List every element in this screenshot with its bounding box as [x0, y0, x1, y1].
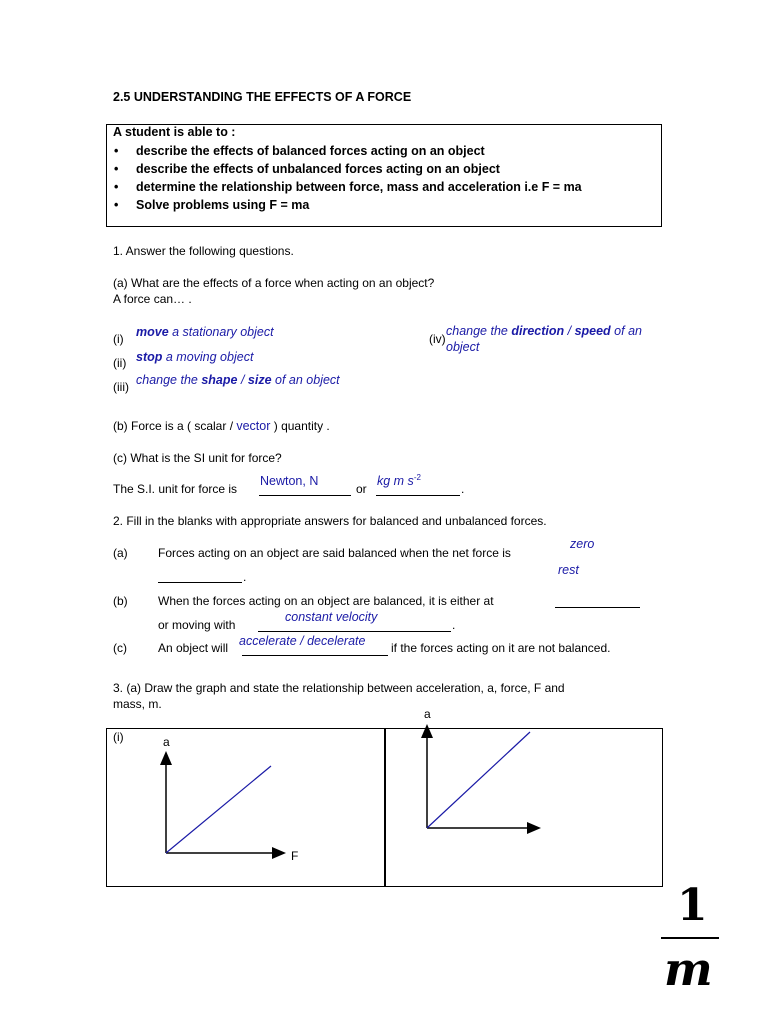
effect-iii-keyword-shape: shape — [201, 373, 238, 387]
graph-1-line — [166, 766, 271, 853]
q1b-answer: vector — [236, 419, 271, 433]
graph-2-line — [427, 732, 530, 828]
q2b-blank-2 — [258, 631, 451, 632]
q3-intro-line1: 3. (a) Draw the graph and state the relationship between acceleration, a, force, F and — [113, 681, 565, 695]
effect-i-answer — [136, 325, 274, 339]
objective-item: • Solve problems using F = ma — [107, 196, 582, 214]
effect-iv-answer — [446, 324, 642, 338]
q1c-answer-2-sup: -2 — [413, 473, 421, 482]
effect-i-keyword: move — [136, 325, 169, 339]
effect-iv-keyword-direction: direction — [511, 324, 565, 338]
effect-ii-number: (ii) — [113, 356, 127, 370]
effect-ii-answer — [136, 350, 253, 364]
q1c-blank-2 — [376, 495, 460, 496]
q2c-text-2: if the forces acting on it are not balanced. — [391, 641, 611, 655]
q1c-answer-2-base: kg m s — [377, 474, 414, 489]
q1c-answer-1: Newton, N — [260, 474, 319, 488]
q2b-end: . — [452, 618, 456, 632]
q1-intro: 1. Answer the following questions. — [113, 244, 294, 258]
q2c-answer: accelerate / decelerate — [239, 634, 366, 648]
q2a-blank — [158, 582, 242, 583]
effect-iii-sep: / — [237, 373, 248, 387]
q1b-line — [113, 419, 330, 433]
q2a-answer: zero — [570, 537, 595, 551]
q1a-prompt: A force can… . — [113, 292, 192, 306]
graph-1-y-arrowhead — [160, 751, 172, 765]
graph-1-x-label: F — [291, 849, 299, 863]
q2c-label: (c) — [113, 641, 127, 655]
q2a-text: Forces acting on an object are said balanced when the net force is — [158, 546, 511, 560]
graph-2 — [410, 718, 560, 843]
q2a-end: . — [243, 570, 247, 584]
effect-iv-number: (iv) — [429, 332, 446, 346]
effect-iv-text: of an — [610, 324, 642, 338]
fraction-numerator: 1 — [677, 880, 708, 931]
q2b-answer-1: rest — [558, 563, 579, 577]
q1c-pre: The S.I. unit for force is — [113, 482, 238, 496]
graph-2-y-arrowhead — [421, 724, 433, 738]
effect-iii-pre: change the — [136, 373, 202, 387]
q2b-label: (b) — [113, 594, 128, 608]
objectives-list — [107, 142, 582, 214]
effect-ii-keyword: stop — [136, 350, 163, 364]
graph-2-y-label: a — [424, 707, 431, 721]
q2b-blank-1 — [555, 607, 640, 608]
objective-item: • describe the effects of balanced forces acting on an object — [107, 142, 582, 160]
q1c-question: (c) What is the SI unit for force? — [113, 451, 282, 465]
objectives-box — [106, 124, 662, 227]
effect-i-number: (i) — [113, 332, 124, 346]
effect-iv-pre: change the — [446, 324, 512, 338]
q1c-answer-2 — [377, 473, 421, 488]
objective-item: • describe the effects of unbalanced forces acting on an object — [107, 160, 582, 178]
q2b-answer-2: constant velocity — [285, 610, 378, 624]
effect-iv-keyword-speed: speed — [574, 324, 611, 338]
q1a-question: (a) What are the effects of a force when acting on an object? — [113, 276, 435, 290]
fraction-bar — [661, 937, 719, 939]
q2b-text-1: When the forces acting on an object are balanced, it is either at — [158, 594, 494, 608]
effect-iii-text: of an object — [271, 373, 340, 387]
q2c-blank — [242, 655, 388, 656]
q2c-text-1: An object will — [158, 641, 229, 655]
effect-ii-text: a moving object — [162, 350, 254, 364]
effect-iii-number: (iii) — [113, 380, 129, 394]
q1c-end: . — [461, 482, 465, 496]
objective-item: • determine the relationship between force, mass and acceleration i.e F = ma — [107, 178, 582, 196]
graph-2-x-arrowhead — [527, 822, 541, 834]
effect-iii-keyword-size: size — [247, 373, 272, 387]
q1b-pre: (b) Force is a ( scalar / — [113, 419, 237, 433]
effect-iii-answer — [136, 373, 340, 387]
q1c-blank-1 — [259, 495, 351, 496]
effect-iv-answer-line2: object — [446, 340, 480, 354]
section-title: 2.5 UNDERSTANDING THE EFFECTS OF A FORCE — [113, 90, 412, 104]
q2-intro: 2. Fill in the blanks with appropriate answers for balanced and unbalanced forces. — [113, 514, 547, 528]
effect-iv-sep: / — [564, 324, 575, 338]
effect-i-text: a stationary object — [168, 325, 274, 339]
q2a-label: (a) — [113, 546, 128, 560]
q2b-text-2: or moving with — [158, 618, 236, 632]
q1c-or: or — [356, 482, 367, 496]
graph-1-x-arrowhead — [272, 847, 286, 859]
graph-part-label: (i) — [113, 730, 124, 744]
graph-1-y-label: a — [163, 735, 170, 749]
q3-intro-line2: mass, m. — [113, 697, 162, 711]
objectives-heading: A student is able to : — [113, 125, 236, 139]
q1b-post: ) quantity . — [270, 419, 330, 433]
fraction-denominator: m — [664, 942, 713, 996]
